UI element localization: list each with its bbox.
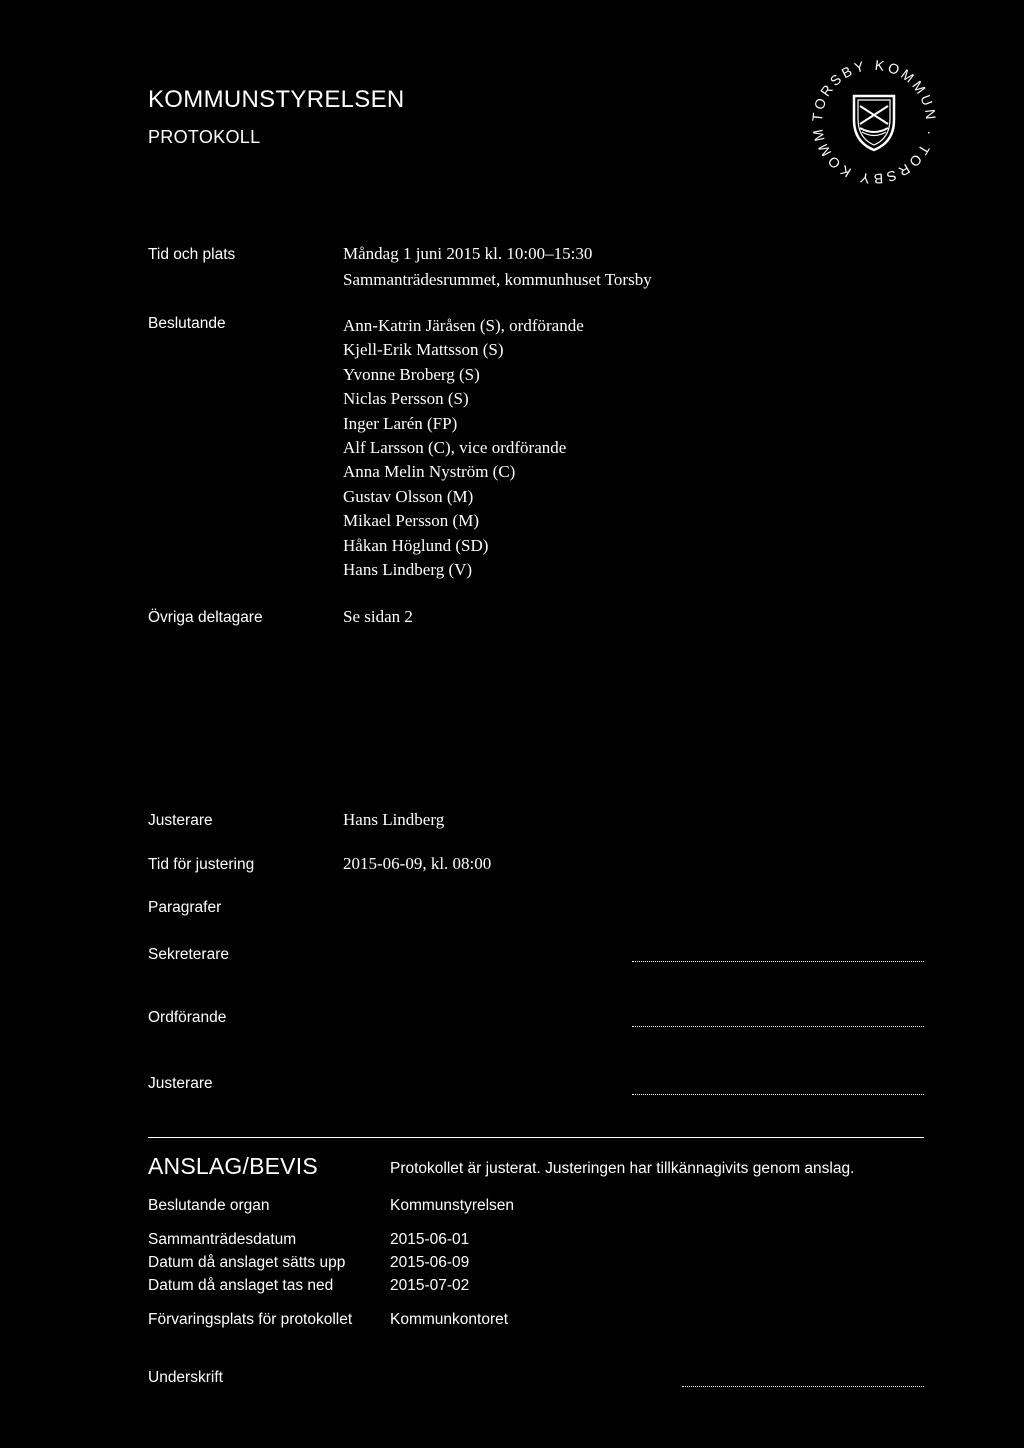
- secretary-label: Sekreterare: [148, 946, 229, 963]
- deciding-label: Beslutande: [148, 315, 226, 332]
- member-item: Inger Larén (FP): [343, 413, 458, 433]
- section-divider: [148, 1137, 924, 1138]
- meeting-date-label: Sammanträdesdatum: [148, 1231, 297, 1248]
- member-item: Anna Melin Nyström (C): [343, 462, 516, 482]
- others-label: Övriga deltagare: [148, 609, 263, 626]
- storage-label: Förvaringsplats för protokollet: [148, 1311, 353, 1328]
- member-item: Yvonne Broberg (S): [343, 364, 480, 384]
- adjuster-label: Justerare: [148, 812, 213, 829]
- anslag-title: ANSLAG/BEVIS: [148, 1153, 318, 1179]
- organ-label: Beslutande organ: [148, 1197, 270, 1214]
- removed-date-value: 2015-07-02: [390, 1277, 470, 1294]
- document-type: PROTOKOLL: [148, 127, 261, 147]
- adjustment-time-label: Tid för justering: [148, 856, 255, 873]
- signature-label: Underskrift: [148, 1369, 223, 1386]
- adjuster-signature-label: Justerare: [148, 1075, 213, 1092]
- member-item: Ann-Katrin Järåsen (S), ordförande: [343, 316, 584, 335]
- posted-date-value: 2015-06-09: [390, 1254, 470, 1271]
- member-item: Kjell-Erik Mattsson (S): [343, 340, 504, 360]
- time-place-label: Tid och plats: [148, 246, 236, 263]
- member-item: Mikael Persson (M): [343, 511, 479, 531]
- meeting-place: Sammanträdesrummet, kommunhuset Torsby: [343, 270, 652, 289]
- paragraphs-label: Paragrafer: [148, 899, 222, 916]
- removed-date-label: Datum då anslaget tas ned: [148, 1277, 334, 1294]
- municipal-seal-logo: [808, 56, 940, 188]
- adjustment-time-value: 2015-06-09, kl. 08:00: [343, 854, 492, 873]
- anslag-signature-line: [682, 1386, 924, 1387]
- member-item: Alf Larsson (C), vice ordförande: [343, 437, 567, 457]
- adjuster-signature-line: [632, 1094, 924, 1095]
- member-item: Gustav Olsson (M): [343, 486, 474, 506]
- organ-value: Kommunstyrelsen: [390, 1197, 515, 1214]
- members-list: [343, 314, 584, 582]
- chair-signature-line: [632, 1026, 924, 1027]
- secretary-signature-line: [632, 961, 924, 962]
- member-item: Hans Lindberg (V): [343, 559, 473, 579]
- meeting-time: Måndag 1 juni 2015 kl. 10:00–15:30: [343, 244, 593, 263]
- seal-text: TORSBY KOMMUN · TORSBY KOMM: [808, 56, 940, 188]
- anslag-statement: Protokollet är justerat. Justeringen har tillkännagivits genom anslag.: [390, 1160, 855, 1177]
- storage-value: Kommunkontoret: [390, 1311, 509, 1328]
- others-value: Se sidan 2: [343, 607, 413, 626]
- member-item: Niclas Persson (S): [343, 389, 469, 409]
- meeting-date-value: 2015-06-01: [390, 1231, 470, 1248]
- organization-title: KOMMUNSTYRELSEN: [148, 86, 405, 113]
- svg-text:TORSBY KOMMUN · TORSBY KOMMUN: [808, 56, 939, 187]
- posted-date-label: Datum då anslaget sätts upp: [148, 1254, 346, 1271]
- member-item: Håkan Höglund (SD): [343, 535, 489, 555]
- chair-label: Ordförande: [148, 1009, 227, 1026]
- adjuster-value: Hans Lindberg: [343, 810, 445, 829]
